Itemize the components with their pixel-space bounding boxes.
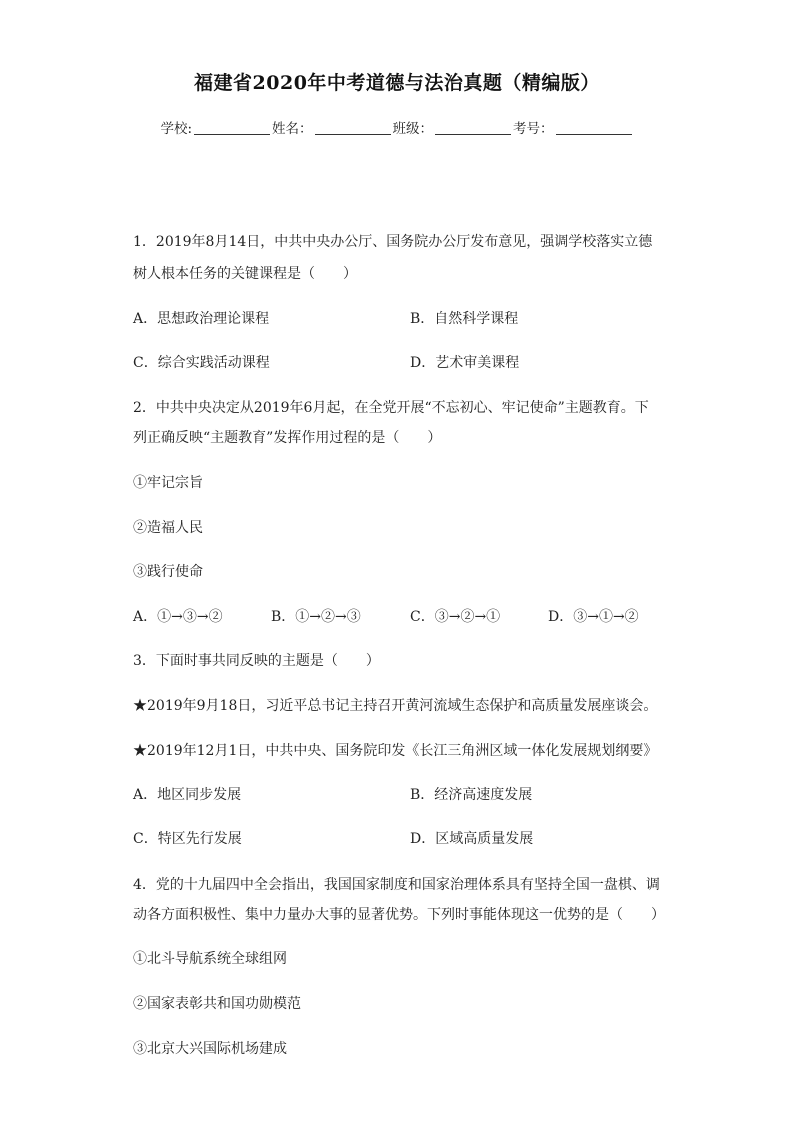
question-4-stem-line-1: 4．党的十九届四中全会指出，我国国家制度和国家治理体系具有坚持全国一盘棋、调 xyxy=(133,877,660,893)
question-2-item-2: ②造福人民 xyxy=(133,520,203,536)
question-2-option-b: B．①→②→③ xyxy=(271,609,361,625)
exam-number-label: 考号： xyxy=(513,121,554,137)
name-label: 姓名： xyxy=(272,121,313,137)
question-2-option-a: A．①→③→② xyxy=(133,609,223,625)
name-blank[interactable] xyxy=(315,120,391,135)
question-4-item-2: ②国家表彰共和国功勋模范 xyxy=(133,996,301,1012)
exam-number-blank[interactable] xyxy=(556,120,632,135)
question-1-option-d: D．艺术审美课程 xyxy=(410,355,520,371)
student-info-row xyxy=(0,117,794,137)
question-3-option-a: A．地区同步发展 xyxy=(133,787,242,803)
question-1-stem-line-1: 1．2019年8月14日，中共中央办公厅、国务院办公厅发布意见，强调学校落实立德 xyxy=(133,234,653,250)
question-1-option-b: B．自然科学课程 xyxy=(410,311,519,327)
question-4-stem-line-2: 动各方面积极性、集中力量办大事的显著优势。下列时事能体现这一优势的是（ ） xyxy=(133,907,665,923)
question-2-item-3: ③践行使命 xyxy=(133,564,203,580)
question-3-stem: 3．下面时事共同反映的主题是（ ） xyxy=(133,653,380,669)
question-1-option-c: C．综合实践活动课程 xyxy=(133,355,270,371)
school-blank[interactable] xyxy=(194,120,270,135)
question-3-item-2: ★2019年12月1日，中共中央、国务院印发《长江三角洲区域一体化发展规划纲要》 xyxy=(133,743,658,759)
question-3-option-d: D．区域高质量发展 xyxy=(410,831,534,847)
question-4-item-3: ③北京大兴国际机场建成 xyxy=(133,1041,287,1057)
page-title: 福建省2020年中考道德与法治真题（精编版） xyxy=(194,72,600,94)
question-3-option-b: B．经济高速度发展 xyxy=(410,787,533,803)
question-2-option-c: C．③→②→① xyxy=(410,609,501,625)
question-3-item-1: ★2019年9月18日，习近平总书记主持召开黄河流域生态保护和高质量发展座谈会。 xyxy=(133,698,658,714)
question-1-option-a: A．思想政治理论课程 xyxy=(133,311,270,327)
class-blank[interactable] xyxy=(435,120,511,135)
question-2-stem-line-1: 2．中共中央决定从2019年6月起，在全党开展“不忘初心、牢记使命”主题教育。下 xyxy=(133,400,649,416)
question-3-option-c: C．特区先行发展 xyxy=(133,831,242,847)
class-label: 班级： xyxy=(392,121,434,137)
question-1-stem-line-2: 树人根本任务的关键课程是（ ） xyxy=(133,266,357,282)
question-2-option-d: D．③→①→② xyxy=(548,609,639,625)
school-label: 学校: xyxy=(160,121,193,137)
question-4-item-1: ①北斗导航系统全球组网 xyxy=(133,951,287,967)
question-2-stem-line-2: 列正确反映“主题教育”发挥作用过程的是（ ） xyxy=(133,430,442,446)
question-2-item-1: ①牢记宗旨 xyxy=(133,475,203,491)
